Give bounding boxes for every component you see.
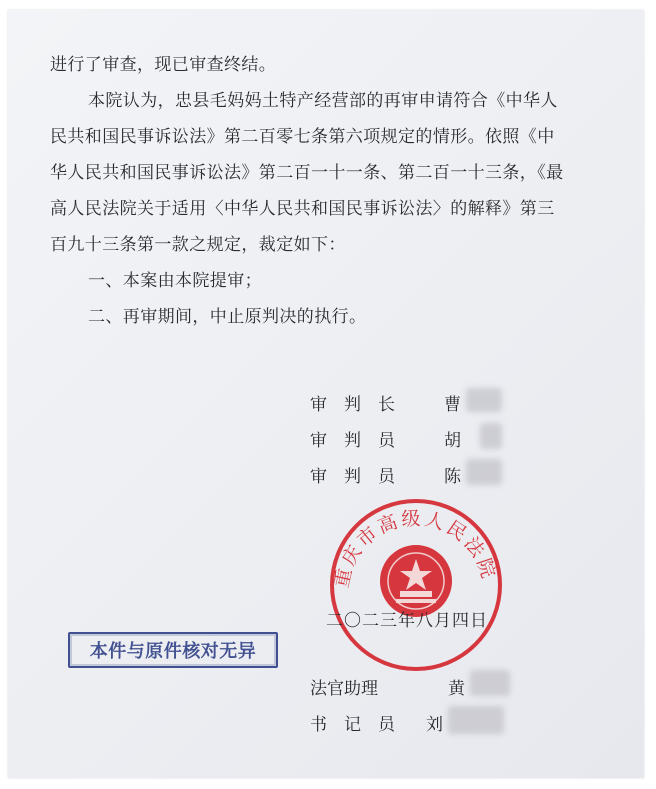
- clerk-name: 刘: [426, 715, 443, 735]
- signature-role-judge-1: 审 判 员: [310, 431, 395, 451]
- document-date: 二〇二三年八月四日: [326, 611, 488, 631]
- signature-name-judge-1: 胡: [444, 431, 461, 451]
- assistant-role: 法官助理: [310, 679, 378, 699]
- redaction-blur: [470, 670, 510, 696]
- paragraph-line-4: 华人民共和国民事诉讼法》第二百一十一条、第二百一十三条，《最: [50, 163, 564, 183]
- paragraph-line-3: 民共和国民事诉讼法》第二百零七条第六项规定的情形。依照《中: [50, 127, 555, 147]
- seal-text: 重庆市高级人民法院: [330, 507, 501, 590]
- verification-stamp: 本件与原件核对无异: [68, 632, 278, 668]
- paragraph-line-1: 进行了审查，现已审查终结。: [50, 55, 277, 75]
- paragraph-line-2: 本院认为，忠县毛妈妈土特产经营部的再审申请符合《中华人: [88, 91, 558, 111]
- paragraph-line-6: 百九十三条第一款之规定，裁定如下：: [50, 235, 346, 255]
- signature-role-chief-judge: 审 判 长: [310, 395, 395, 415]
- redaction-blur: [480, 423, 502, 449]
- document-page: [8, 10, 644, 778]
- court-seal: [326, 495, 506, 675]
- signature-name-chief-judge: 曹: [444, 395, 461, 415]
- redaction-blur: [448, 706, 504, 734]
- ruling-item-1: 一、本案由本院提审；: [88, 271, 262, 291]
- signature-name-judge-2: 陈: [444, 467, 461, 487]
- clerk-role: 书 记 员: [310, 715, 395, 735]
- ruling-item-2: 二、再审期间，中止原判决的执行。: [88, 307, 367, 327]
- signature-role-judge-2: 审 判 员: [310, 467, 395, 487]
- redaction-blur: [466, 388, 502, 412]
- paragraph-line-5: 高人民法院关于适用〈中华人民共和国民事诉讼法〉的解释》第三: [50, 199, 555, 219]
- redaction-blur: [466, 459, 502, 485]
- assistant-name: 黄: [448, 679, 465, 699]
